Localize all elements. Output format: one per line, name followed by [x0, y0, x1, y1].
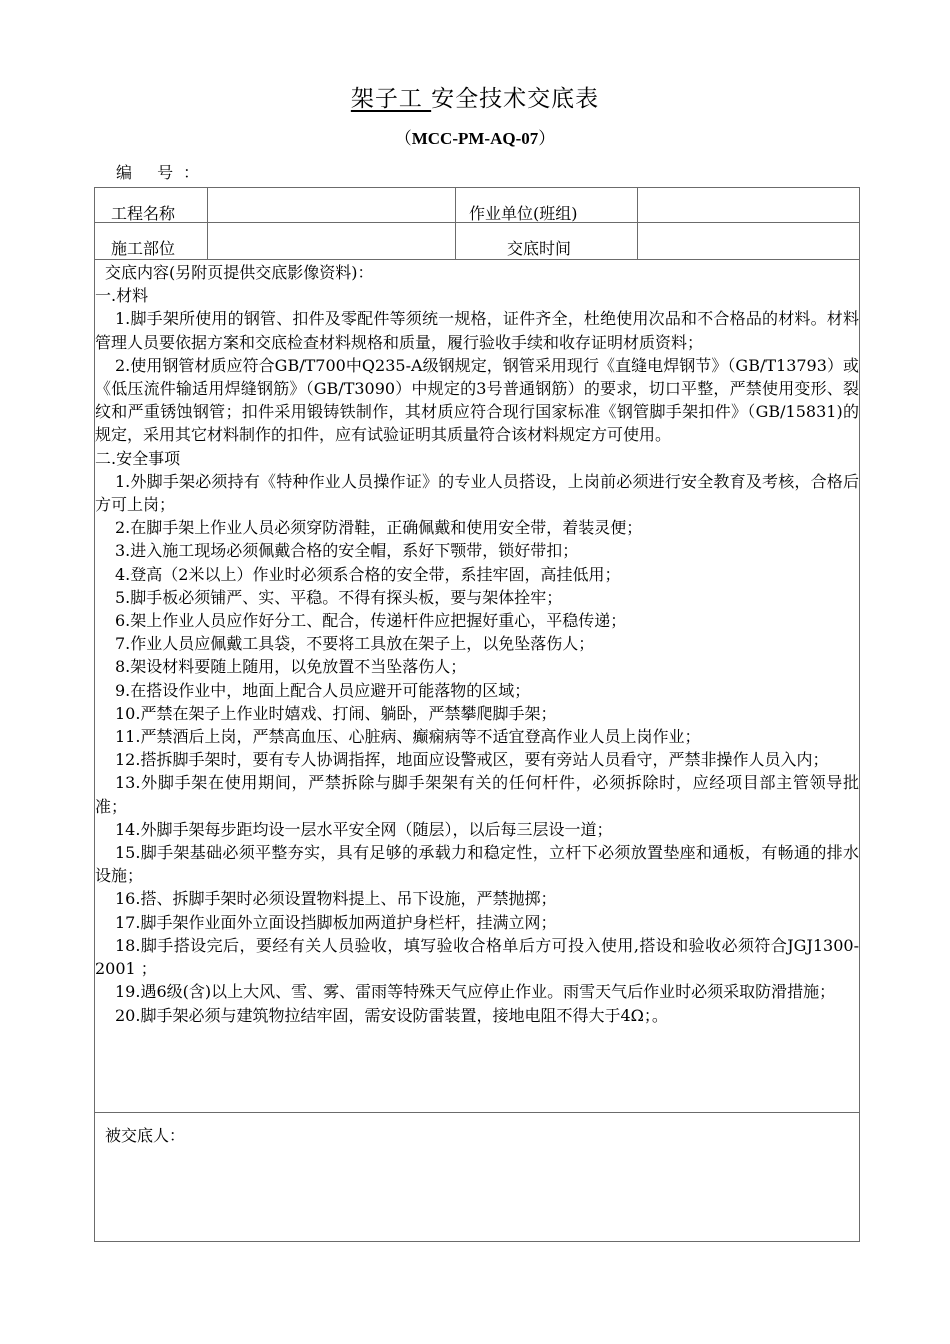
disclosure-table: [94, 187, 860, 1242]
list-item: 8.架设材料要随上随用，以免放置不当坠落伤人；: [115, 657, 467, 677]
code-open: （: [394, 129, 412, 149]
section-title-materials: 一.材料: [95, 286, 149, 306]
disclosure-content: [95, 261, 859, 1027]
list-item: 12.搭拆脚手架时，要有专人协调指挥，地面应设警戒区，要有旁站人员看守，严禁非操作人员入内；: [115, 750, 829, 770]
list-item: 4.登高（2米以上）作业时必须系合格的安全带，系挂牢固，高挂低用；: [115, 564, 621, 584]
list-item: 5.脚手板必须铺严、实、平稳。不得有探头板，要与架体拴牢；: [115, 587, 563, 607]
list-item: 1.外脚手架必须持有《特种作业人员操作证》的专业人员搭设，上岗前必须进行安全教育及考核，合格后方可上岗；: [95, 471, 859, 515]
list-item: 3.进入施工现场必须佩戴合格的安全帽，系好下颚带，锁好带扣；: [115, 541, 579, 561]
receiver-label: 被交底人：: [105, 1126, 186, 1145]
trade-name: 架子工: [350, 86, 432, 112]
list-item: 2.使用钢管材质应符合GB/T700中Q235-A级钢规定，钢管采用现行《直缝电焊钢节》（GB/T13793）或《低压流件输适用焊缝钢筋》（GB/T3090）中规定的3号普通钢筋）的要求，切口平整，严禁使用变形、裂纹和严重锈蚀钢管；扣件采用锻铸铁制作，其材质应符合现行国家标准《钢管脚手架扣件》（GB/15831)的规定，采用其它材料制作的扣件，应有试验证明其质量符合该材料规定方可使用。: [95, 355, 859, 445]
document-code: [0, 124, 950, 149]
list-item: 19.遇6级(含)以上大风、雪、雾、雷雨等特殊天气应停止作业。雨雪天气后作业时必须采取防滑措施；: [115, 982, 836, 1002]
list-item: 14.外脚手架每步距均设一层水平安全网（随层），以后每三层设一道；: [115, 819, 613, 839]
unit-label: 作业单位(班组): [469, 204, 578, 223]
list-item: 18.脚手搭设完后，要经有关人员验收，填写验收合格单后方可投入使用,搭设和验收必须符合JGJ1300-2001 ；: [95, 935, 859, 979]
row-divider-2: [95, 259, 859, 260]
col-divider-2: [455, 188, 456, 259]
col-divider-3: [637, 188, 638, 259]
code-text: MCC-PM-AQ-07: [411, 129, 539, 148]
title-rest: 安全技术交底表: [431, 86, 600, 112]
list-item: 6.架上作业人员应作好分工、配合，传递杆件应把握好重心，平稳传递；: [115, 611, 627, 631]
list-item: 7.作业人员应佩戴工具袋，不要将工具放在架子上，以免坠落伤人；: [115, 634, 595, 654]
time-label: 交底时间: [507, 239, 572, 258]
col-divider-1: [207, 188, 208, 259]
serial-label: 编 号：: [116, 163, 210, 182]
list-item: 10.严禁在架子上作业时嬉戏、打闹、躺卧，严禁攀爬脚手架；: [115, 703, 557, 723]
location-label: 施工部位: [111, 239, 176, 258]
section-title-safety: 二.安全事项: [95, 448, 181, 468]
list-item: 15.脚手架基础必须平整夯实，具有足够的承载力和稳定性，立杆下必须放置垫座和通板，有畅通的排水设施；: [95, 843, 859, 886]
row-divider-3: [95, 1112, 859, 1113]
list-item: 20.脚手架必须与建筑物拉结牢固，需安设防雷装置，接地电阻不得大于4Ω；。: [115, 1005, 668, 1025]
list-item: 9.在搭设作业中，地面上配合人员应避开可能落物的区域；: [115, 680, 531, 700]
document-title: [0, 80, 950, 113]
list-item: 11.严禁酒后上岗，严禁高血压、心脏病、癫痫病等不适宜登高作业人员上岗作业；: [115, 727, 701, 747]
list-item: 13.外脚手架在使用期间，严禁拆除与脚手架架有关的任何杆件，必须拆除时，应经项目部主管领导批准；: [95, 773, 859, 816]
list-item: 16.搭、拆脚手架时必须设置物料提上、吊下设施，严禁抛掷；: [115, 889, 557, 909]
content-intro: 交底内容(另附页提供交底影像资料)：: [105, 263, 374, 282]
list-item: 17.脚手架作业面外立面设挡脚板加两道护身栏杆，挂满立网；: [115, 912, 557, 932]
code-close: ）: [538, 129, 556, 149]
project-name-label: 工程名称: [111, 204, 176, 223]
list-item: 2.在脚手架上作业人员必须穿防滑鞋，正确佩戴和使用安全带，着装灵便；: [115, 518, 643, 538]
list-item: 1.脚手架所使用的钢管、扣件及零配件等须统一规格，证件齐全，杜绝使用次品和不合格品的材料。材料管理人员要依据方案和交底检查材料规格和质量，履行验收手续和收存证明材质资料；: [95, 309, 859, 352]
